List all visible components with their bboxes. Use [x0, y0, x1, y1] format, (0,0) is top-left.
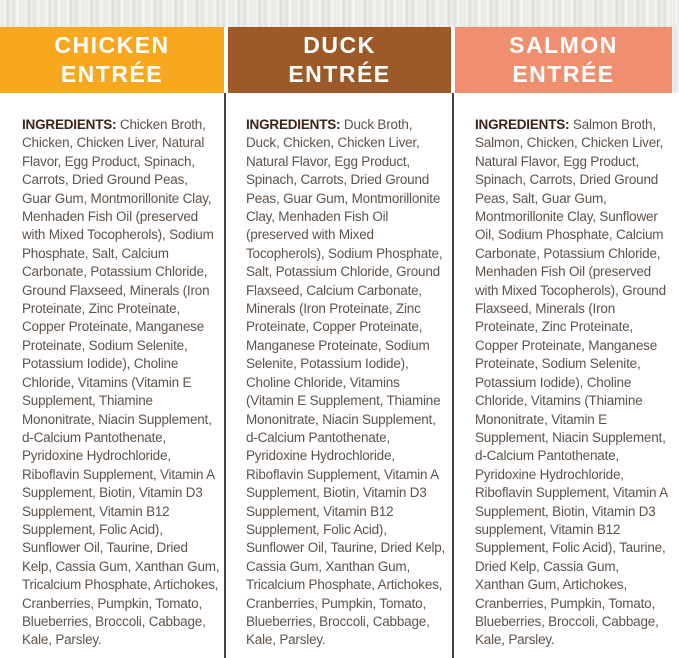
chicken-ingredients-text: Chicken Broth, Chicken, Chicken Liver, Natural Flavor, Egg Product, Spinach, Carrots, Dried Ground Peas, Guar Gum, Montmorillonite Clay, Menhaden Fish Oil (preserved with Mixed Tocopherols), Sodium Phosphate, Salt, Calcium Carbonate, Potassium Chloride, Ground Flaxseed, Minerals (Iron Proteinate, Zinc Proteinate, Copper Proteinate, Manganese Proteinate, Sodium Selenite, Potassium Iodide), Choline Chloride, Vitamins (Vitamin E Supplement, Thiamine Mononitrate, Niacin Supplement, d-Calcium Pantothenate, Pyridoxine Hydrochloride, Riboflavin Supplement, Vitamin A Supplement, Biotin, Vitamin D3 Supplement, Vitamin B12 Supplement, Folic Acid), Sunflower Oil, Taurine, Dried Kelp, Cassia Gum, Xanthan Gum, Tricalcium Phosphate, Artichokes, Cranberries, Pumpkin, Tomato, Blueberries, Broccoli, Cabbage, Kale, Parsley. — [22, 117, 220, 648]
chicken-ingredients-paragraph — [22, 116, 220, 650]
salmon-entree-header-line1: SALMON — [509, 32, 618, 58]
chicken-ingredients-label: INGREDIENTS: — [22, 117, 117, 132]
chicken-entree-header — [0, 27, 224, 93]
wood-texture-right-sliver — [672, 27, 679, 93]
duck-ingredients-text: Duck Broth, Duck, Chicken, Chicken Liver, Natural Flavor, Egg Product, Spinach, Carrots, Dried Ground Peas, Guar Gum, Montmorillonite Clay, Menhaden Fish Oil (preserved with Mixed Tocopherols), Sodium Phosphate, Salt, Potassium Chloride, Ground Flaxseed, Calcium Carbonate, Minerals (Iron Proteinate, Zinc Proteinate, Copper Proteinate, Manganese Proteinate, Sodium Selenite, Potassium Iodide), Choline Chloride, Vitamins (Vitamin E Supplement, Thiamine Mononitrate, Niacin Supplement, d-Calcium Pantothenate, Pyridoxine Hydrochloride, Riboflavin Supplement, Vitamin A Supplement, Biotin, Vitamin D3 Supplement, Vitamin B12 Supplement, Folic Acid), Sunflower Oil, Taurine, Dried Kelp, Cassia Gum, Xanthan Gum, Tricalcium Phosphate, Artichokes, Cranberries, Pumpkin, Tomato, Blueberries, Broccoli, Cabbage, Kale, Parsley. — [246, 117, 446, 648]
duck-entree-header-line2: ENTRÉE — [288, 61, 391, 87]
column-divider-2 — [452, 93, 454, 658]
wood-texture-top-strip — [0, 0, 679, 27]
duck-entree-header — [228, 27, 451, 93]
salmon-entree-header-line2: ENTRÉE — [512, 61, 615, 87]
duck-ingredients-label: INGREDIENTS: — [246, 117, 341, 132]
salmon-entree-header — [455, 27, 672, 93]
duck-entree-header-line1: DUCK — [303, 32, 376, 58]
salmon-ingredients-label: INGREDIENTS: — [475, 117, 570, 132]
chicken-entree-header-line1: CHICKEN — [54, 32, 170, 58]
chicken-entree-header-line2: ENTRÉE — [60, 61, 164, 87]
salmon-ingredients-text: Salmon Broth, Salmon, Chicken, Chicken Liver, Natural Flavor, Egg Product, Spinach, Carrots, Dried Ground Peas, Salt, Guar Gum, Montmorillonite Clay, Sunflower Oil, Sodium Phosphate, Calcium Carbonate, Potassium Chloride, Menhaden Fish Oil (preserved with Mixed Tocopherols), Ground Flaxseed, Minerals (Iron Proteinate, Zinc Proteinate, Copper Proteinate, Manganese Proteinate, Sodium Selenite, Potassium Iodide), Choline Chloride, Vitamins (Thiamine Mononitrate, Vitamin E Supplement, Niacin Supplement, d-Calcium Pantothenate, Pyridoxine Hydrochloride, Riboflavin Supplement, Vitamin A Supplement, Biotin, Vitamin D3 supplement, Vitamin B12 Supplement, Folic Acid), Taurine, Dried Kelp, Cassia Gum, Xanthan Gum, Artichokes, Cranberries, Pumpkin, Tomato, Blueberries, Broccoli, Cabbage, Kale, Parsley. — [475, 117, 668, 648]
duck-ingredients-paragraph — [246, 116, 446, 650]
column-divider-1 — [224, 93, 226, 658]
salmon-ingredients-paragraph — [475, 116, 671, 650]
